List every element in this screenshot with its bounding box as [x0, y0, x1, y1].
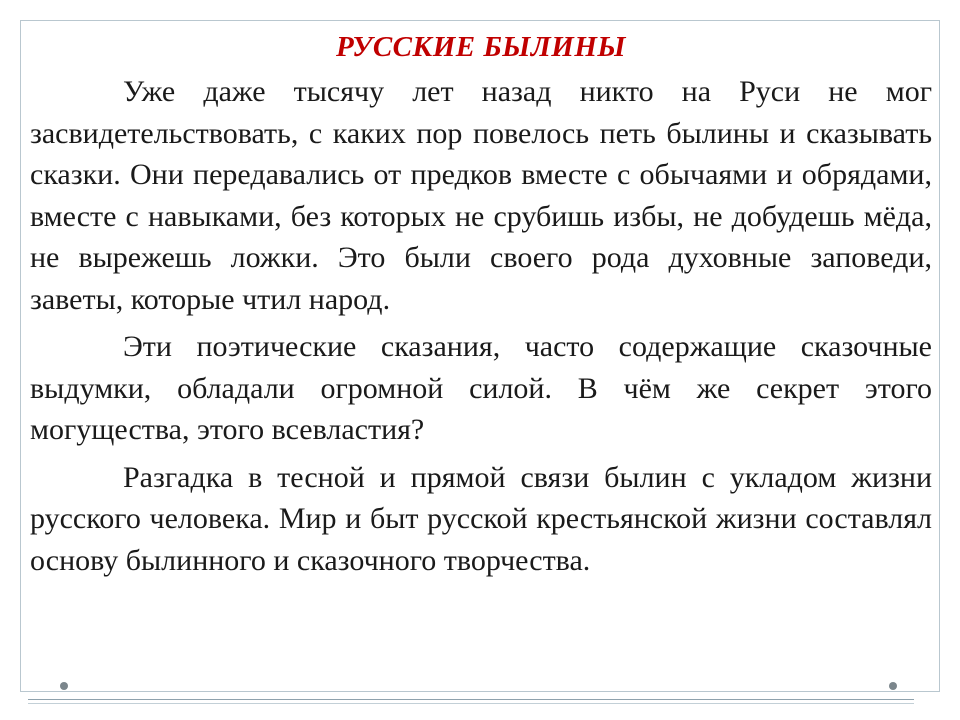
- paragraph-1: Уже даже тысячу лет назад никто на Руси не мог засвидетельствовать, с каких пор повелось петь былины и сказывать сказки. Они передавались от предков вместе с обычаями и обрядами, вместе с навыками, без которых не срубишь избы, не добудешь мёда, не вырежешь ложки. Это были своего рода духовные заповеди, заветы, которые чтил народ.: [30, 75, 932, 316]
- footer-divider: [28, 699, 914, 700]
- decorative-dot-right: [889, 682, 897, 690]
- slide-content: [30, 28, 932, 587]
- paragraph-3: Разгадка в тесной и прямой связи былин с укладом жизни русского человека. Мир и быт русской крестьянской жизни составлял основу былинного и сказочного творчества.: [30, 460, 932, 577]
- decorative-dot-left: [60, 682, 68, 690]
- paragraph-2: Эти поэтические сказания, часто содержащие сказочные выдумки, обладали огромной силой. В чём же секрет этого могущества, этого всевластия?: [30, 330, 932, 446]
- footer-divider-secondary: [28, 703, 914, 704]
- page-title: РУССКИЕ БЫЛИНЫ: [336, 31, 626, 63]
